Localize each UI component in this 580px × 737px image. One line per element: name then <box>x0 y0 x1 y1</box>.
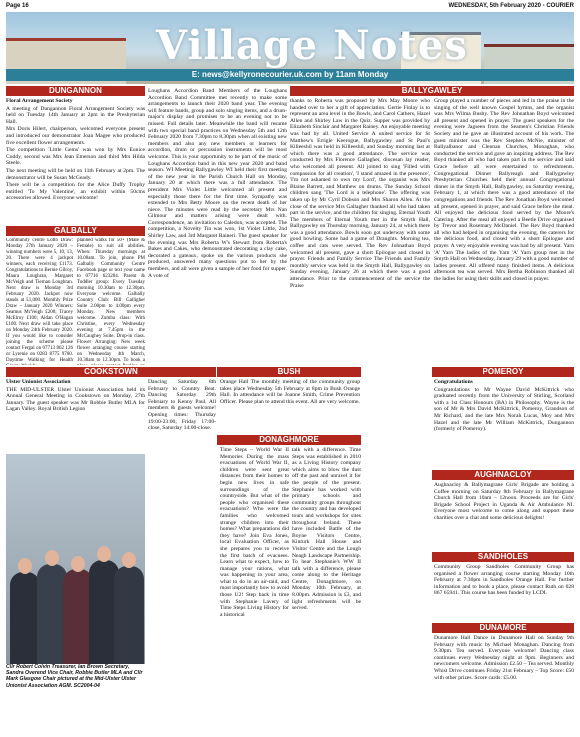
article-paragraph: A meeting of Dungannon Floral Arrangement Society was held on Tuesday 14th January at 2pm in the Presbyterian Hall. <box>6 105 145 125</box>
photo-caption: Cllr Robert Colvin Treasurer, Ian Brown Secretary, Sandra Overend Vice Chair, Robbie Butler MLA and Cllr Mark Glasgow Chair pictured at the Mid-Ulster Ulster Unionist Association AGM. SC2004-04 <box>6 664 143 689</box>
article-paragraph: The competition 'Little Gems' was won by Mrs Eunice Cuddy, second was Mrs Jean Emerson and third Mrs Hilda Steele. <box>6 147 145 167</box>
person-face <box>71 556 85 572</box>
section-header-dungannon: DUNGANNON <box>6 86 145 96</box>
ballygawley-article-1: Loughans Accordion Band Members of the Loughans Accordion Band Committee met recently to make some arrangements to launch their 2020 band year. The evening will feature bands, group and solo singing items, and a drum-major's display and promises to be an evening not to be missed. Full details later. Meanwhile the band will resume with two special band practices on Wednesday 5th and 12th February 2020 from 7.30pm to 8.30pm when all existing new members and also any new members or learners for accordion, drum or percussion instruments will be most welcome. This is your opportunity to be part of the music of Loughans Accordion band in this new year 2020 and band season. WI Meeting Ballygawley WI held their first meeting of the new year in the Parish Church Hall on Monday, January 20 at which there was a full attendance. The president Mrs Violet Little welcomed all present and especially those there for the first time. Sympathy was extended to Mrs Betty Moore on the recent death of her niece. The minutes were read by the secretary Mrs Nan Gilmour and matters arising were dealt with. Correspondence, an invitation to Caledon, was accepted. The competition, a Novelty Tin was won, 1st Violet Little, 2nd Shirley Law, and 3rd Margaret Raineri. The guest speaker for the evening was Mrs Roberta W's Stewart from Roberta's Bakes and Cakes, who demonstrated decorating a clay cake, decorated a gateaux, spoke on the various products she produced, answered many questions put to her by the members, and all were given a sample of her food for supper. A vote of <box>148 88 287 279</box>
section-header-donaghmore: DONAGHMORE <box>217 435 361 445</box>
aughnacloy-article: Aughnacloy & Ballymagrane Girls' Brigade are holding a Coffee morning on Saturday 8th February in Ballymagrane Church Hall from 10am – 12noon. Proceeds are for Girls' Brigade School Project in Uganda & Air Ambulance NI. Everyone most welcome to come along and support these charities over a chat and some delicious delights! <box>434 482 574 521</box>
ballygawley-article-2: thanks to Roberta was proposed by Mrs May Moore who handed over to her a gift of appreciation. Gertie Finlay is to represent an area level in the Bowls, and Carol Cathers, Hazel Allen and Shirley Law in the Quiz. Supper was provided by Elizabeth Sinclair and Margaret Rainey. An enjoyable meeting was had by all. United Service A united service for St Matthew's Errigle Keerogue, Ballygawley and St Paul's Killeeshil was held in Killeeshil, and Sunday morning last at which there was a good attendance. The service was conducted by Mrs Florence Gallagher, diocesan lay reader, who welcomed all present. All joined to sing 'Filled with compassion for all creation', 'I stand amazed in the presence', 'I'm not ashamed to own my Lord', the organist was Mrs Blaine Barrett, and Matthew on drums. The Sunday School children sang 'The Lord is a telephone'. The offering was taken up by Mr Cyril Dobson and Mrs Sharon Allen. At the close of the service Mrs Gallagher thanked all who had taken part in the service, and the children for singing. Eternal Youth The members of Eternal Youth met in the Smyth Hall, Ballygawley on Thursday morning, January 24, at which there was a good attendance. Bowls soon got underway with some good bowling. Some had a game of Draughts. Morning tea, coffee and cats were served. The Rev Johnathan Boyd welcomed all present, gave a short Epilogue and closed in prayer. Friends and Family Service The Friends and Family monthly service was held in the Smyth Hall, Ballygawley on Sunday evening, January 26 at which there was a good attendance. Prior to the commencement of the service the Praise <box>290 98 430 289</box>
section-header-aughnacloy: AUGHNACLOY <box>432 470 574 480</box>
galbally-article-right: planned walks for 50+ (Male & Female) to suit all abilities. When: Thursday mornings at 10.00am. To join, phone PM Galbally Community Centre Facebook page or text your name to 07716 623204. Parent & Toddler group: Every Tuesday morning 10.30am to 12.30pm. Everyone welcome. Galbally Country Club: Bill Galligher Suite 2.00pm to 4.00pm every Monday. New members welcome. Zumba class: With Christine, every Wednesday evening at 7.45pm in the McCaughey Suite. Drop-in class. Flower Arranging: New week flower arranging course starting on Wednesday 4th March, 10.30am to 12.30pm. To book a <box>77 238 145 363</box>
article-paragraph: THE MID-ULSTER Ulster Unionist Association held its Annual General Meeting in Cookstown on Monday, 27th January. The guest speaker was Mr Robbie Butler MLA for Lagan Valley. Royal British Legion <box>6 386 145 413</box>
person-face <box>122 552 136 568</box>
person-figure <box>114 566 144 664</box>
section-header-ballygawley: BALLYGAWLEY <box>290 86 574 96</box>
article-heading: Ulster Unionist Association <box>6 379 71 385</box>
page-header <box>6 3 574 12</box>
issue-date: WEDNESDAY, 5th February 2020 - COURIER <box>448 3 574 9</box>
person-figure <box>10 572 40 664</box>
donaghmore-article-left: Time Steps – World War II Memories During the mass evacuations of World War II, children were sent great distances from their homes to begin new lives in safe surroundings of the countryside. But what of the people who organised these evacuations? Who were the families who welcomed strange children into their homes? What preparations did they have? Join Eva Jones, local Evaluation Officer, as she prepares you to receive the first batch of evacuees. Learn what to expect, how to manage your rations, what was happening in your area, what to do in an air-raid, and most importantly how to avoid those U2! Step back in time with Stephanie Lavery of Time Steps Living History for a historical <box>220 447 289 618</box>
article-paragraph: Mrs Doris Hilert, chairperson, welcomed everyone present and introduced our demonstrator Joan Magee who produced five excellent flower arrangements. <box>6 126 145 146</box>
masthead-title: Village Notes <box>156 22 468 69</box>
section-header-dunamore: DUNAMORE <box>432 623 574 633</box>
dungannon-article <box>6 98 145 224</box>
sandholes-article: Community Group Sandholes Community Group has organised a flower arranging course starting Monday 10th February at 7:30pm in Sandholes Orange Hall. For further information and to book a place, please contact Ruth on 028 867 65941. This course has been funded by LCDI. <box>434 564 574 597</box>
person-face <box>97 546 111 562</box>
dunamore-article: Dunamore Hall Dance in Dunamore Hall on Sunday 9th February with music by Michael Monaghan. Dancing from 9.30pm. Tea served. Everyone welcome! Dancing class continues every Wednesday night at 9pm. Beginners and newcomers welcome. Admission £2.50 – Tea served. Monthly Whist Drive continues Friday 21st February – Top Score: £50 with other prizes. Score cards: £5.00. <box>434 635 574 681</box>
donaghmore-article-right: talk with a difference. Time Steps was established in 2010 as a Living History company which aims to blow the dust off the past and unravel it for the people of the present. Stephanie has worked with primary schools and community groups throughout the country and has developed tours and workshops for sites throughout Ireland. These have included Battle of the Boyne Visitors Centre, Kinturk Hall House and Visitor Centre and the Lough Neagh Landscape Partnership. To hear Stephanie's WW II talk with a difference, please come along to the Heritage Centre, Donaghmore, on Monday 10th February, at 8.00pm. Admission is £3, and light refreshments will be served. <box>292 447 361 612</box>
section-header-bush: BUSH <box>217 367 361 377</box>
article-heading: Floral Arrangement Society <box>6 98 73 104</box>
galbally-article-left: Community centre Lotto Draw: Monday 27th January 2020 – winning numbers were 5, 10, 13, 20. There were 4 jackpot winners, each receiving £1173. Congratulations to Bernie Gilroy, Maura Loughran, Margaret McVeigh and Tiernan Loughran. Next draw is Monday 3rd February 2020. Jackpot now stands at £1,000. Monthly Prize Draw – January 2020 Winners: Seamus McVeigh £200; Tracey McElroy £100; Aidan O'Hagan £100. Next draw will take place on Monday 24th February 2020. If you would like to consider joining the scheme please contact Fergal on 07713 862 126 or Lyrenie on 0283 8775 9760. Daytime Walking for Health <box>6 238 73 363</box>
article-paragraph: There will be a competition for the Alice Duffy Trophy entitled 'To My Valentine', an exhibit within 50cms accessories allowed. Everyone welcome! <box>6 182 145 202</box>
agm-group-photo <box>6 454 145 664</box>
article-paragraph: Congratulations to Mr Wayne David McKittrick who graduated recently from the University of Stirling, Scotland with a 1st Class Honours (BA) in Philosophy. Wayne is the son of Mr & Mrs David McKittrick, Pomeroy, Grandson of Mr Richard, and the late Mrs Norah Lucas, Moy and Mrs Hazel and the late Mr William McKittrick, Dungannon (formerly of Pomeroy). <box>434 386 574 433</box>
person-face <box>45 550 59 566</box>
article-paragraph: The next meeting will be held on 11th February at 2pm. The demonstrator will be Susan McGeady. <box>6 167 145 181</box>
page-number: Page 16 <box>6 3 29 9</box>
section-header-pomeroy: POMEROY <box>432 367 574 377</box>
cookstown-legion-article: Dancing Saturday 8th February to Country Beat. Dancing Saturday 29th February to Kenny Paul. All members & guests welcome! Opening times: Thursday 19:00-23:00, Friday 17:00-close, Saturday 14:00-close. <box>148 379 216 432</box>
bush-article: Orange Hall The monthly meeting of the community group takes place Wednesday 5th February at 8pm in Bush Orange Hall. In attendance will be Joanne Smith, Crime Prevention Officer. Please plan to attend this event. All are very welcome. <box>220 379 360 405</box>
masthead-email: E: news@kellyronecourier.uk.com by 11am Monday <box>6 69 574 81</box>
person-face <box>18 558 32 574</box>
article-heading: Congratulations <box>434 379 473 385</box>
section-header-sandholes: SANDHOLES <box>432 552 574 562</box>
ballygawley-article-3: Group played a number of pieces and led in the praise in the singing of the well known Gospel hymns, and the organist was Mrs Wilma Busby. The Rev Johnathan Boyd welcomed all present and opened in prayer. The guest speakers for the evening were Jagseen from the Seamen's Christian Friends Society and he gave an illustrated account of his work. The guest minister was the Rev Stephen McNie, minister of Ballyalbanor and Clennan Churches, Monaghan, who conducted the service and gave an inspiring address. The Rev Boyd thanked all who had taken part in the service and said Grace before all were entertained to refreshments. Congregational Dinner Ballyreagh and Ballygawley Presbyterian Churches held their annual Congregational dinner in the Smyth Hall, Ballygawley, on Saturday evening, February 1, at which there was a good attendance of the congregations and friends. The Rev Jonathan Boyd welcomed all present, opened in prayer, and said Grace before the meal. All enjoyed the delicious food served by the Moore's Catering. After the meal all enjoyed a Beetle Drive organised by Trevor and Rosemary McDaniel. The Rev Boyd thanked all who had helped in organising the evening, the caterers for the delicious food, and closed with a short Epilogue and prayer. A very enjoyable evening was had by all present. Yarn 'A' Yarn The ladies of the Yarn 'A' Yarn group met in the Smyth Hall on Wednesday, January 29 with a good number of ladies present. All offered many finished items. A delicious afternoon tea was served. Mrs Bertha Robinson thanked all the ladies for using their skills and closed in prayer. <box>434 98 574 283</box>
pomeroy-article <box>434 379 574 468</box>
section-header-galbally: GALBALLY <box>6 226 145 236</box>
section-header-cookstown: COOKSTOWN <box>6 367 216 377</box>
masthead-banner <box>6 12 574 84</box>
cookstown-article <box>6 379 145 453</box>
